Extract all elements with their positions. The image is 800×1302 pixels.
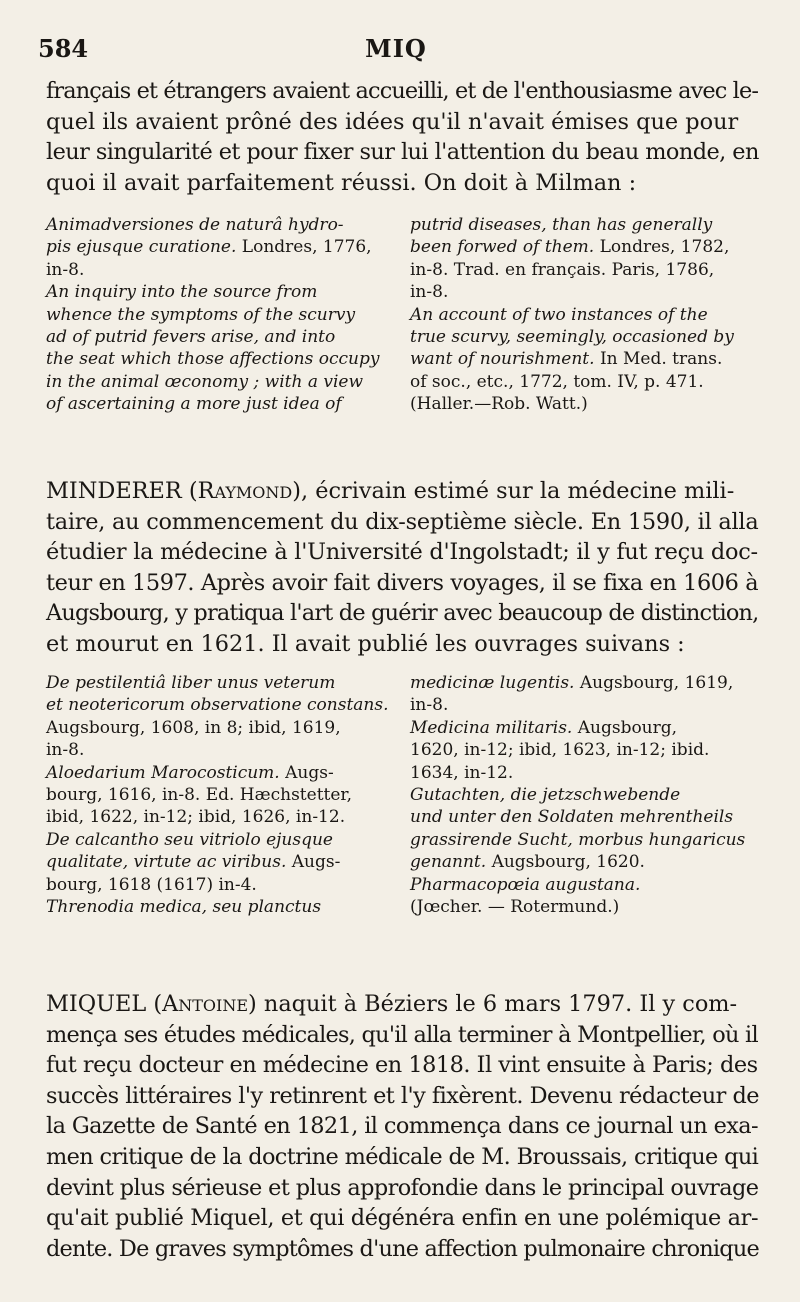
text-line: qu'ait publié Miquel, et qui dégénéra enfin en une polémique ar-: [46, 1205, 759, 1232]
text-line: et mourut en 1621. Il avait publié les ouvrages suivans :: [46, 630, 685, 657]
work-title: medicinæ lugentis.: [410, 673, 575, 693]
publication-details: in-8.: [46, 259, 85, 280]
publication-details: Augs-: [286, 852, 341, 873]
work-title: An account of two instances of the: [410, 304, 708, 325]
bibliography-line: [46, 259, 391, 281]
bibliography-line: [46, 348, 391, 370]
work-title: putrid diseases, than has generally: [410, 215, 713, 235]
work-title: of ascertaining a more just idea of: [46, 394, 342, 415]
publication-details: 1634, in-12.: [410, 762, 514, 783]
work-title: been forwed of them.: [410, 237, 595, 258]
work-title: in the animal œconomy ; with a view: [46, 371, 364, 392]
work-title: qualitate, virtute ac viribus.: [46, 852, 287, 873]
bibliography-line: [46, 214, 391, 236]
bibliography-line: [410, 259, 762, 281]
work-title: grassirende Sucht, morbus hungaricus: [410, 829, 746, 850]
text-line: dente. De graves symptômes d'une affection pulmonaire chronique: [46, 1235, 759, 1262]
work-title: genannt.: [410, 852, 487, 873]
bibliography-line: [410, 326, 762, 348]
minderer-entry: [46, 476, 758, 660]
publication-details: Augs-: [279, 762, 334, 783]
work-title: Threnodia medica, seu planctus: [46, 897, 322, 918]
text-line: [46, 476, 758, 507]
bibliography-line: [410, 874, 762, 896]
bibliography-line: [410, 304, 762, 326]
work-title: pis ejusque curatione.: [46, 237, 237, 258]
work-title: true scurvy, seemingly, occasioned by: [410, 327, 734, 348]
work-title: Gutachten, die jetzschwebende: [410, 785, 681, 806]
work-title: whence the symptoms of the scurvy: [46, 304, 356, 325]
work-title: Aloedarium Marocosticum.: [46, 762, 280, 783]
publication-details: ibid, 1622, in-12; ibid, 1626, in-12.: [46, 807, 346, 828]
bibliography-column-right: [410, 672, 762, 918]
bibliography-column-right: [410, 214, 762, 416]
bibliography-line: [410, 739, 762, 761]
bibliography-line: [46, 851, 391, 873]
entry-name: MIQUEL: [46, 991, 147, 1017]
entry-name: MINDERER: [46, 478, 182, 504]
entry-firstname: (Raymond): [188, 478, 301, 504]
text-line: [46, 989, 758, 1020]
publication-details: bourg, 1618 (1617) in-4.: [46, 874, 257, 895]
bibliography-line: [410, 348, 762, 370]
work-title: the seat which those affections occupy: [46, 349, 380, 370]
work-title: Animadversiones de naturâ hydro-: [46, 215, 344, 235]
publication-details: (Haller.—Rob. Watt.): [410, 394, 588, 415]
bibliography-line: [46, 236, 391, 258]
text-line: étudier la médecine à l'Université d'Ingolstadt; il y fut reçu doc-: [46, 539, 758, 566]
bibliography-line: [410, 717, 762, 739]
bibliography-line: [410, 806, 762, 828]
text-line: men critique de la doctrine médicale de M. Broussais, critique qui: [46, 1143, 759, 1170]
publication-details: Londres, 1776,: [236, 237, 372, 258]
text-line: devint plus sérieuse et plus approfondie dans le principal ouvrage: [46, 1174, 759, 1201]
text-line: quel ils avaient prôné des idées qu'il n'avait émises que pour: [46, 108, 739, 135]
bibliography-line: [410, 393, 762, 415]
bibliography-column-left: [46, 214, 391, 416]
publication-details: In Med. trans.: [594, 349, 723, 370]
bibliography-line: [46, 739, 391, 761]
text-fragment: naquit à Béziers le 6 mars 1797. Il y com-: [256, 991, 738, 1017]
work-title: An inquiry into the source from: [46, 282, 318, 303]
publication-details: in-8.: [410, 695, 449, 716]
bibliography-line: [46, 806, 391, 828]
bibliography-line: [46, 829, 391, 851]
work-title: want of nourishment.: [410, 349, 595, 370]
publication-details: Augsbourg, 1619,: [574, 673, 734, 693]
publication-details: in-8.: [410, 282, 449, 303]
work-title: Pharmacopœia augustana.: [410, 874, 641, 895]
publication-details: 1620, in-12; ibid, 1623, in-12; ibid.: [410, 740, 710, 761]
bibliography-line: [46, 281, 391, 303]
text-line: mença ses études médicales, qu'il alla terminer à Montpellier, où il: [46, 1021, 758, 1048]
publication-details: of soc., etc., 1772, tom. IV, p. 471.: [410, 371, 704, 392]
publication-details: Londres, 1782,: [594, 237, 730, 258]
publication-details: Augsbourg,: [572, 717, 678, 738]
page-number: 584: [38, 34, 89, 63]
text-line: Augsbourg, y pratiqua l'art de guérir avec beaucoup de distinction,: [46, 600, 759, 627]
work-title: De calcantho seu vitriolo ejusque: [46, 829, 333, 850]
bibliography-column-left: [46, 672, 391, 918]
bibliography-line: [410, 214, 762, 236]
text-line: la Gazette de Santé en 1821, il commença dans ce journal un exa-: [46, 1113, 759, 1140]
bibliography-line: [46, 874, 391, 896]
text-line: succès littéraires l'y retinrent et l'y fixèrent. Devenu rédacteur de: [46, 1082, 759, 1109]
page-header: [32, 34, 760, 70]
work-title: et neotericorum observatione constans.: [46, 695, 389, 716]
bibliography-line: [410, 784, 762, 806]
bibliography-line: [46, 371, 391, 393]
entry-firstname: (Antoine): [153, 991, 257, 1017]
work-title: und unter den Soldaten mehrentheils: [410, 807, 734, 828]
text-line: leur singularité et pour fixer sur lui l'attention du beau monde, en: [46, 139, 759, 166]
work-title: De pestilentiâ liber unus veterum: [46, 673, 336, 693]
bibliography-line: [46, 672, 391, 694]
bibliography-line: [410, 672, 762, 694]
bibliography-line: [46, 393, 391, 415]
work-title: Medicina militaris.: [410, 717, 573, 738]
publication-details: in-8. Trad. en français. Paris, 1786,: [410, 259, 715, 280]
bibliography-line: [46, 304, 391, 326]
intro-paragraph: [46, 76, 758, 198]
bibliography-line: [410, 371, 762, 393]
publication-details: (Jœcher. — Rotermund.): [410, 897, 620, 918]
publication-details: Augsbourg, 1608, in 8; ibid, 1619,: [46, 717, 341, 738]
text-line: quoi il avait parfaitement réussi. On doit à Milman :: [46, 169, 637, 196]
bibliography-line: [410, 236, 762, 258]
bibliography-line: [46, 717, 391, 739]
bibliography-line: [410, 281, 762, 303]
bibliography-line: [46, 762, 391, 784]
bibliography-line: [410, 896, 762, 918]
text-line: teur en 1597. Après avoir fait divers voyages, il se fixa en 1606 à: [46, 569, 759, 596]
bibliography-line: [410, 851, 762, 873]
publication-details: Augsbourg, 1620.: [486, 852, 645, 873]
work-title: ad of putrid fevers arise, and into: [46, 327, 336, 348]
miquel-entry: [46, 989, 758, 1264]
text-line: fut reçu docteur en médecine en 1818. Il vint ensuite à Paris; des: [46, 1052, 758, 1079]
bibliography-line: [46, 784, 391, 806]
bibliography-line: [46, 896, 391, 918]
publication-details: in-8.: [46, 740, 85, 761]
text-fragment: , écrivain estimé sur la médecine mili-: [301, 478, 735, 504]
bibliography-line: [410, 762, 762, 784]
publication-details: bourg, 1616, in-8. Ed. Hæchstetter,: [46, 785, 353, 806]
bibliography-line: [46, 326, 391, 348]
text-line: taire, au commencement du dix-septième siècle. En 1590, il alla: [46, 508, 759, 535]
running-head: MIQ: [365, 34, 427, 63]
text-line: français et étrangers avaient accueilli, et de l'enthousiasme avec le-: [46, 78, 759, 104]
bibliography-line: [410, 694, 762, 716]
bibliography-line: [410, 829, 762, 851]
bibliography-line: [46, 694, 391, 716]
